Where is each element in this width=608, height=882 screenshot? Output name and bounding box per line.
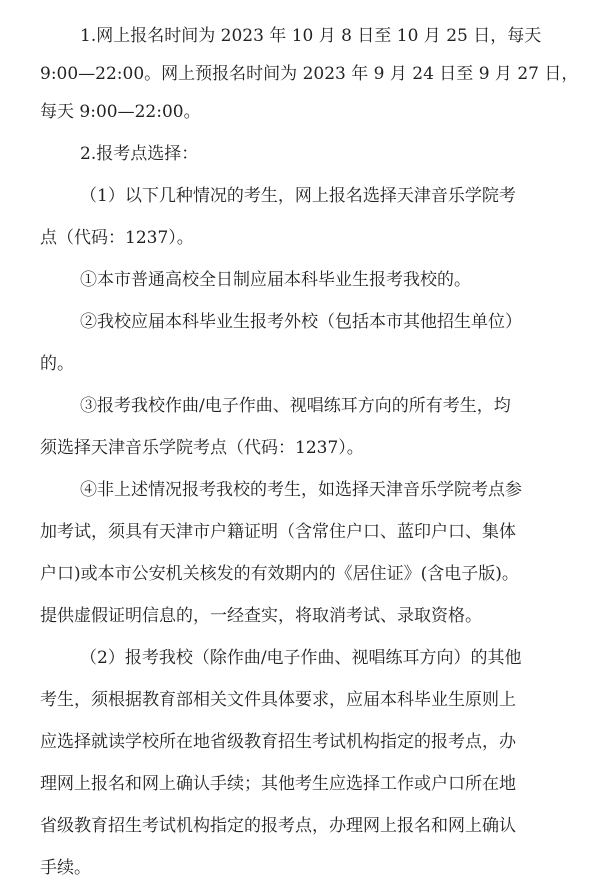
text-line: 每天 9:00—22:00。 bbox=[40, 102, 201, 122]
text-line: 的。 bbox=[40, 354, 74, 374]
text-line: 省级教育招生考试机构指定的报考点，办理网上报名和网上确认 bbox=[40, 816, 516, 836]
text-line: 户口)或本市公安机关核发的有效期内的《居住证》(含电子版)。 bbox=[40, 564, 519, 584]
text-line: 理网上报名和网上确认手续；其他考生应选择工作或户口所在地 bbox=[40, 774, 516, 794]
text-line: 点（代码：1237）。 bbox=[40, 228, 194, 248]
text-line: 2.报考点选择： bbox=[80, 144, 199, 164]
text-line: 1.网上报名时间为 2023 年 10 月 8 日至 10 月 25 日，每天 bbox=[80, 26, 542, 46]
text-line: 手续。 bbox=[40, 858, 91, 878]
text-line: 加考试，须具有天津市户籍证明（含常住户口、蓝印户口、集体 bbox=[40, 522, 516, 542]
text-line: ①本市普通高校全日制应届本科毕业生报考我校的。 bbox=[80, 270, 471, 290]
text-line: ②我校应届本科毕业生报考外校（包括本市其他招生单位） bbox=[80, 312, 522, 332]
text-line: 应选择就读学校所在地省级教育招生考试机构指定的报考点，办 bbox=[40, 732, 516, 752]
text-line: ③报考我校作曲/电子作曲、视唱练耳方向的所有考生，均 bbox=[80, 396, 511, 416]
text-line: 提供虚假证明信息的，一经查实，将取消考试、录取资格。 bbox=[40, 606, 482, 626]
text-line: （2）报考我校（除作曲/电子作曲、视唱练耳方向）的其他 bbox=[80, 648, 522, 668]
text-line: （1）以下几种情况的考生，网上报名选择天津音乐学院考 bbox=[80, 186, 516, 206]
text-line: 9:00—22:00。网上预报名时间为 2023 年 9 月 24 日至 9 月 27 日， bbox=[40, 64, 579, 84]
text-line: 须选择天津音乐学院考点（代码：1237）。 bbox=[40, 438, 364, 458]
text-line: ④非上述情况报考我校的考生，如选择天津音乐学院考点参 bbox=[80, 480, 522, 500]
text-line: 考生，须根据教育部相关文件具体要求，应届本科毕业生原则上 bbox=[40, 690, 516, 710]
